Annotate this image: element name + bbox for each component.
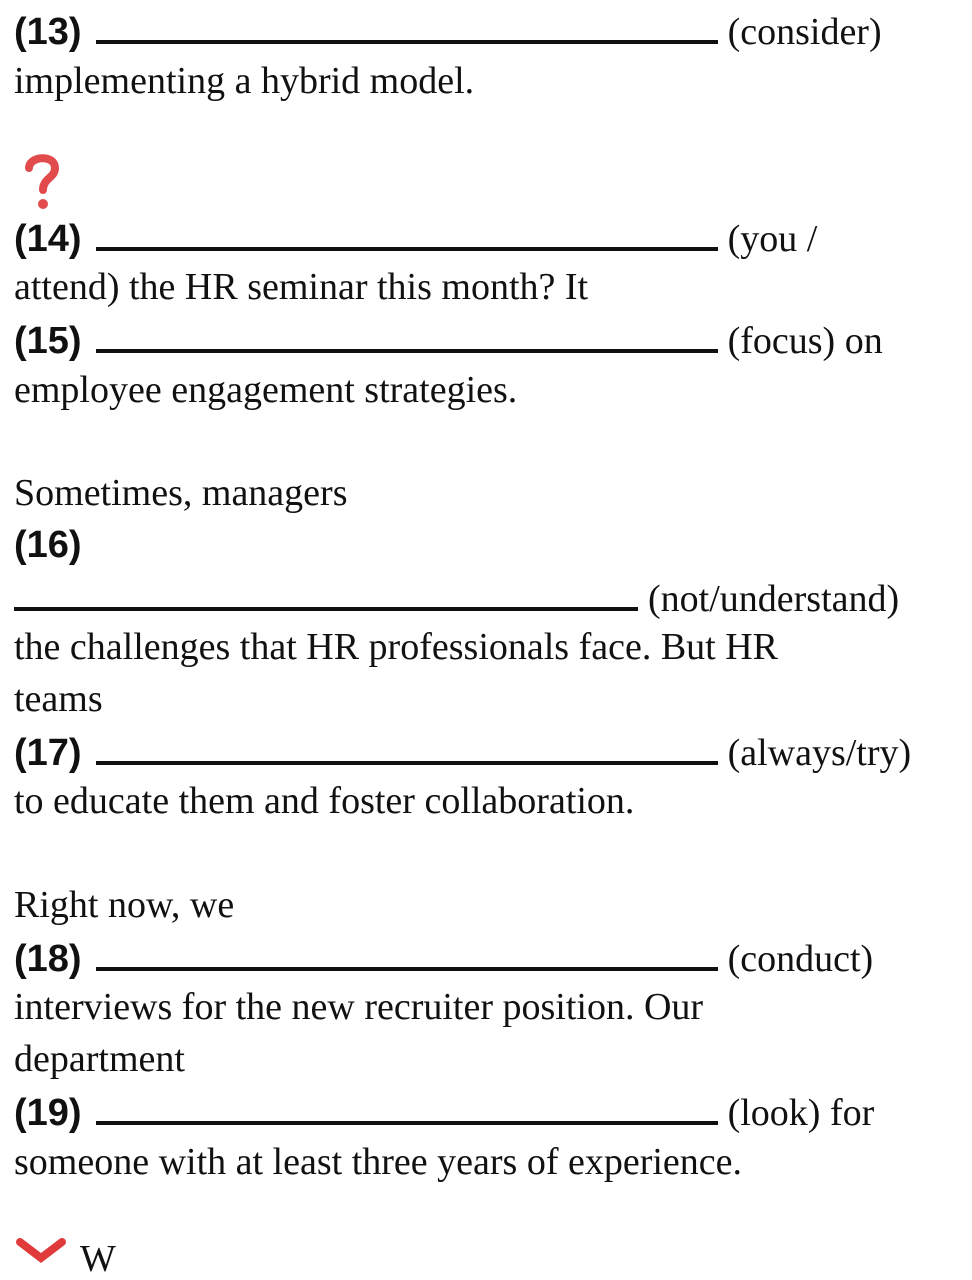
item-17-hint: (always/try) bbox=[727, 732, 912, 774]
item-19-row bbox=[14, 1091, 874, 1132]
item-18-number: (18) bbox=[14, 938, 82, 980]
item-19-blank[interactable] bbox=[96, 1091, 718, 1125]
item-17-continuation: to educate them and foster collaboration. bbox=[14, 780, 635, 822]
item-13-hint: (consider) bbox=[727, 11, 882, 53]
cross-mark-icon bbox=[14, 1236, 68, 1266]
item-19-continuation: someone with at least three years of experience. bbox=[14, 1141, 743, 1183]
item-18-hint: (conduct) bbox=[727, 938, 874, 980]
item-16-blank-row bbox=[14, 577, 899, 618]
item-16-continuation: the challenges that HR professionals face. But HR bbox=[14, 626, 779, 668]
item-13-continuation: implementing a hybrid model. bbox=[14, 60, 475, 102]
item-16-hint: (not/understand) bbox=[648, 578, 900, 620]
intro-18: Right now, we bbox=[14, 884, 235, 926]
item-15-row bbox=[14, 319, 883, 360]
item-14-number: (14) bbox=[14, 218, 82, 260]
cut-off-text-fragment bbox=[268, 0, 328, 2]
item-18-continuation: interviews for the new recruiter position. Our bbox=[14, 986, 704, 1028]
item-15-number: (15) bbox=[14, 320, 82, 362]
item-13-row bbox=[14, 10, 882, 51]
item-18-blank[interactable] bbox=[96, 937, 718, 971]
item-14-row bbox=[14, 217, 817, 258]
item-19-number: (19) bbox=[14, 1092, 82, 1134]
item-14-continuation: attend) the HR seminar this month? It bbox=[14, 266, 589, 308]
item-19-hint: (look) for bbox=[727, 1092, 875, 1134]
item-16-blank[interactable] bbox=[14, 577, 638, 611]
item-18-row bbox=[14, 937, 873, 978]
department-text: department bbox=[14, 1038, 185, 1080]
question-mark-icon bbox=[22, 152, 62, 212]
item-13-blank[interactable] bbox=[96, 10, 718, 44]
item-15-continuation: employee engagement strategies. bbox=[14, 369, 518, 411]
item-15-hint: (focus) on bbox=[727, 320, 883, 362]
item-17-row bbox=[14, 731, 911, 772]
item-15-blank[interactable] bbox=[96, 319, 718, 353]
item-16-number: (16) bbox=[14, 524, 82, 566]
cut-off-text: W bbox=[80, 1238, 116, 1280]
item-17-number: (17) bbox=[14, 732, 82, 774]
item-14-blank[interactable] bbox=[96, 217, 718, 251]
item-13-number: (13) bbox=[14, 11, 82, 53]
item-17-blank[interactable] bbox=[96, 731, 718, 765]
teams-text: teams bbox=[14, 678, 103, 720]
item-16-row bbox=[14, 526, 82, 564]
item-14-hint: (you / bbox=[727, 218, 818, 260]
intro-16: Sometimes, managers bbox=[14, 472, 348, 514]
